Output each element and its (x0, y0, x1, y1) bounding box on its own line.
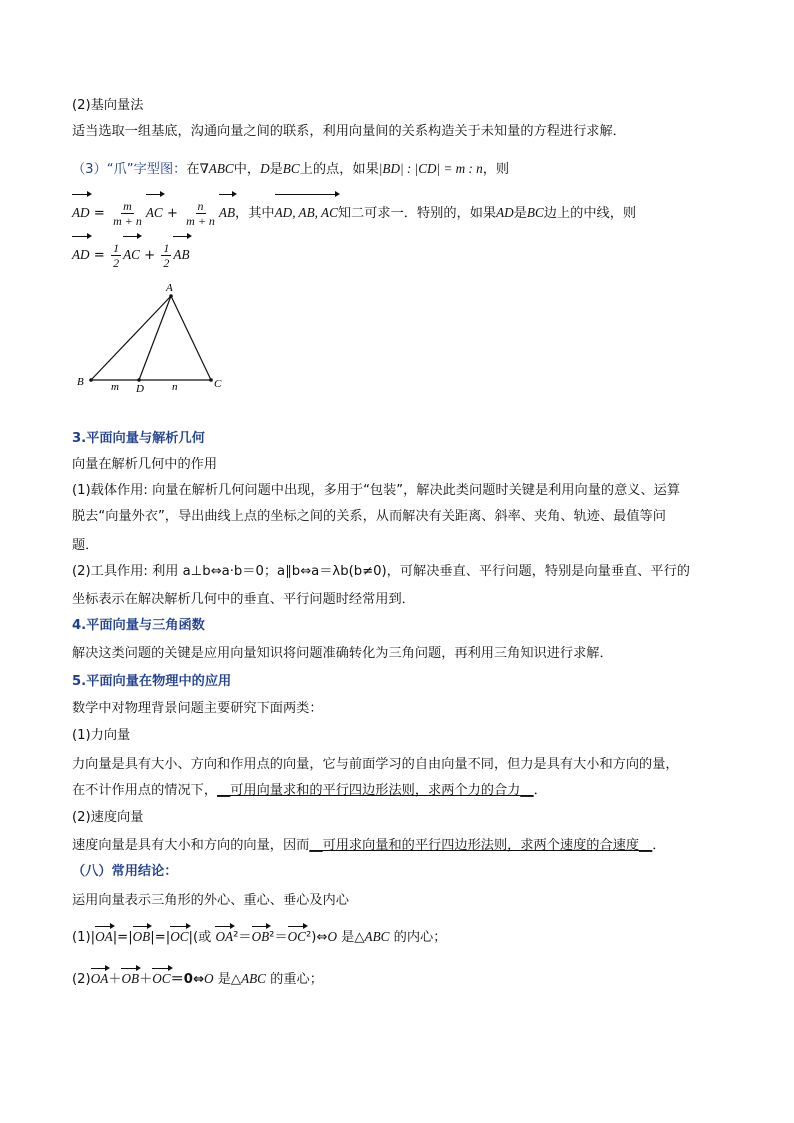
s3-p2-a: (2)工具作用: 利用 a⊥b⇔a·b＝0；a∥b⇔a＝λb(b≠0)，可解决垂直、平行问题，特别是向量垂直、平行的 (72, 564, 690, 579)
vector-oa: OA (95, 929, 113, 944)
result-2: (2)OA＋OB＋OC＝0⇔O 是△ABC 的重心； (72, 971, 323, 987)
vector-ob-2: OB (121, 971, 140, 986)
s2-text: 适当选取一组基底，沟通向量之间的联系，利用向量间的关系构造关于未知量的方程进行求解． (72, 124, 626, 139)
fraction-half-1: $\frac{1}{2}$ (113, 240, 120, 270)
s3-sub: 向量在解析几何中的作用 (72, 457, 218, 472)
vector-oc: OC (170, 929, 189, 944)
vector-ad: AD (72, 196, 90, 230)
s5-heading: 5.平面向量在物理中的应用 (72, 674, 232, 689)
vector-ac: AC (146, 196, 163, 230)
claw-line-3: AD = $\frac{1}{2}$ AC + $\frac{1}{2}$ AB (72, 238, 190, 273)
label-n: n (172, 381, 178, 393)
ratio-formula: |BD| : |CD| = m : n (378, 161, 483, 176)
fraction-half-2: $\frac{1}{2}$ (163, 240, 170, 270)
result-1: (1)|OA|=|OB|=|OC|(或 OA²＝OB²＝OC²)⇔O 是△ABC 的内心； (72, 929, 447, 945)
s4-text: 解决这类问题的关键是应用向量知识将问题准确转化为三角问题，再利用三角知识进行求解． (72, 646, 613, 661)
median-ad (139, 296, 171, 380)
vector-ad-2: AD (72, 238, 90, 272)
s3-p2-b: 坐标表示在解决解析几何中的垂直、平行问题时经常用到． (72, 592, 415, 607)
vector-ab: AB (219, 196, 235, 230)
s3-p1-b: 脱去“向量外衣”，导出曲线上点的坐标之间的关系，从而解决有关距离、斜率、夹角、轨迹、最值等问 (72, 509, 666, 524)
s5-force-heading: (1)力向量 (72, 728, 131, 743)
label-m: m (111, 381, 119, 393)
claw-line-2: AD = $\frac{m}{m + n}$ AC + $\frac{n}{m + n}$ AB，其中AD, AB, AC知二可求一．特别的，如果AD是BC边上的中线，则 (72, 196, 636, 231)
fraction-m: $\frac{m}{m + n}$ (113, 198, 142, 228)
label-b: B (77, 376, 84, 388)
label-c: C (214, 378, 222, 390)
s3-p1-c: 题． (72, 538, 99, 553)
fraction-n: $\frac{n}{m + n}$ (186, 198, 215, 228)
vector-oa-2: OA (90, 971, 109, 986)
claw-line-1: （3）“爪”字型图：在∇ABC中，D是BC上的点，如果|BD| : |CD| = m : n，则 (72, 161, 510, 177)
s5-force-a: 力向量是具有大小、方向和作用点的向量，它与前面学习的自由向量不同，但力是具有大小和方向的量， (72, 757, 679, 772)
claw-heading: （3）“爪”字型图： (72, 162, 187, 177)
s8-intro: 运用向量表示三角形的外心、重心、垂心及内心 (72, 893, 349, 908)
label-a: A (166, 282, 173, 294)
triangle-label: ∇ABC (199, 161, 234, 176)
s3-p1-a: (1)载体作用: 向量在解析几何问题中出现，多用于“包装”，解决此类问题时关键是利用向量的意义、运算 (72, 483, 681, 498)
s5-velocity-text: 速度向量是具有大小和方向的向量，因而__可用求向量和的平行四边形法则，求两个速度的合速度__． (72, 838, 666, 853)
s8-heading: （八）常用结论： (72, 864, 178, 879)
s3-heading: 3.平面向量与解析几何 (72, 431, 205, 446)
answer-velocity: __可用求向量和的平行四边形法则，求两个速度的合速度__ (309, 838, 653, 853)
s4-heading: 4.平面向量与三角函数 (72, 618, 205, 633)
label-d: D (136, 383, 144, 395)
vector-oc-2: OC (152, 971, 171, 986)
side-ac (171, 296, 211, 380)
vector-ac-2: AC (123, 238, 140, 272)
vector-list: AD, AB, AC (275, 196, 338, 230)
vector-ob: OB (132, 929, 151, 944)
s5-velocity-heading: (2)速度向量 (72, 810, 144, 825)
s2-heading: (2)基向量法 (72, 98, 144, 113)
side-ab (91, 296, 171, 380)
s5-intro: 数学中对物理背景问题主要研究下面两类： (72, 701, 323, 716)
answer-force: __可用向量求和的平行四边形法则，求两个力的合力__ (217, 783, 534, 798)
triangle-figure (70, 278, 240, 396)
vector-ab-2: AB (173, 238, 189, 272)
s5-force-b: 在不计作用点的情况下，__可用向量求和的平行四边形法则，求两个力的合力__． (72, 783, 547, 798)
